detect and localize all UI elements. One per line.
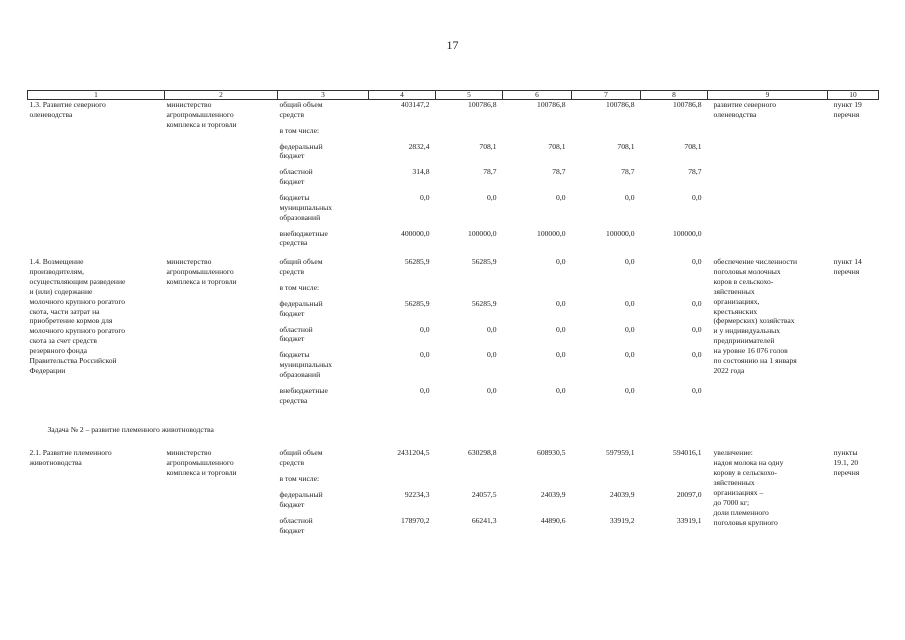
amount-value	[503, 474, 572, 490]
funding-source	[278, 386, 369, 412]
text-line: федеральный	[279, 490, 323, 500]
amount-value	[436, 126, 503, 142]
text-line: осуществляющим разведение	[29, 277, 126, 287]
text-line: областной	[279, 515, 313, 525]
amount-value: 2832,4	[408, 141, 430, 151]
funding-source	[278, 474, 369, 490]
text-line: коров в сельскохо-	[713, 277, 774, 287]
amount-value: 0,0	[420, 193, 430, 203]
text-line: зяйственных	[713, 286, 755, 296]
text-line: комплекса и торговли	[166, 468, 237, 478]
funding-source	[278, 167, 369, 193]
amount-value: 0,0	[625, 350, 635, 360]
table-body	[28, 100, 879, 545]
text-line: министерство	[166, 448, 212, 458]
page-number: 17	[446, 38, 459, 52]
amount-value: 708,1	[548, 141, 566, 151]
text-line: Федерации	[29, 365, 66, 375]
amount-value: 56285,9	[471, 298, 497, 308]
measure-name	[28, 448, 165, 541]
expected-result	[708, 100, 828, 255]
text-line: увеличение:	[713, 448, 753, 458]
column-number-10: 10	[828, 91, 879, 100]
text-line: молочного крупного рогатого	[29, 296, 126, 306]
text-line: поголовья крупного	[713, 517, 778, 527]
spacer-cell	[28, 542, 879, 545]
funding-row	[28, 100, 879, 126]
text-line: перечня	[833, 468, 860, 478]
text-line: внебюджетные	[279, 385, 328, 395]
amount-value: 0,0	[625, 298, 635, 308]
amount-value: 608930,5	[537, 448, 566, 458]
amount-value: 100786,8	[673, 100, 702, 109]
expected-result	[708, 257, 828, 411]
amount-value: 100786,8	[606, 100, 635, 109]
text-line: бюджеты	[279, 193, 310, 203]
amount-value: 0,0	[625, 257, 635, 267]
funding-row	[28, 257, 879, 283]
amount-value: 0,0	[420, 350, 430, 360]
text-line: в том числе:	[279, 474, 320, 484]
amount-value: 0,0	[420, 324, 430, 334]
amount-value: 78,7	[552, 167, 566, 177]
text-line: бюджет	[279, 151, 305, 161]
amount-value: 100000,0	[468, 228, 497, 238]
text-line: скота за счет средств	[29, 336, 98, 346]
text-line: внебюджетные	[279, 228, 328, 238]
amount-value: 20097,0	[676, 490, 702, 500]
amount-value: 708,1	[684, 141, 702, 151]
amount-value: 100000,0	[606, 228, 635, 238]
measure-name	[28, 100, 165, 255]
text-line: министерство	[166, 100, 212, 109]
text-line: производителям,	[29, 267, 84, 277]
amount-value	[369, 283, 436, 299]
indicator-reference	[828, 100, 879, 255]
program-table	[27, 90, 879, 545]
text-line: в том числе:	[279, 283, 320, 293]
text-line: муниципальных	[279, 360, 333, 370]
amount-value: 403147,2	[401, 100, 430, 109]
text-line: 1.3. Развитие северного	[29, 100, 106, 109]
text-line: 1.4. Возмещение	[29, 257, 84, 267]
funding-source	[278, 126, 369, 142]
text-line: пункт 14	[833, 257, 862, 267]
text-line: 2.1. Развитие племенного	[29, 448, 112, 458]
measure-name	[28, 257, 165, 411]
text-line: комплекса и торговли	[166, 119, 237, 129]
amount-value: 100786,8	[537, 100, 566, 109]
amount-value: 630298,8	[468, 448, 497, 458]
text-line: средства	[279, 395, 308, 405]
funding-source	[278, 100, 369, 126]
text-line: бюджет	[279, 308, 305, 318]
measure-executor	[165, 257, 278, 411]
text-line: скота, части затрат на	[29, 306, 100, 316]
text-line: доли племенного	[713, 507, 769, 517]
amount-value: 0,0	[556, 350, 566, 360]
column-number-7: 7	[572, 91, 641, 100]
amount-value	[503, 126, 572, 142]
funding-source	[278, 193, 369, 229]
funding-source	[278, 516, 369, 542]
amount-value: 0,0	[556, 193, 566, 203]
amount-value: 56285,9	[471, 257, 497, 267]
funding-source	[278, 490, 369, 516]
text-line: оленеводства	[29, 109, 73, 119]
text-line: образований	[279, 370, 321, 380]
amount-value	[436, 474, 503, 490]
text-line: организациях,	[713, 296, 760, 306]
amount-value: 400000,0	[401, 228, 430, 238]
amount-value: 0,0	[556, 385, 566, 395]
amount-value: 594016,1	[673, 448, 702, 458]
amount-value: 24039,9	[540, 490, 566, 500]
amount-value: 708,1	[617, 141, 635, 151]
amount-value: 597959,1	[606, 448, 635, 458]
text-line: муниципальных	[279, 202, 333, 212]
text-line: пункты	[833, 448, 858, 458]
amount-value	[369, 474, 436, 490]
funding-source	[278, 229, 369, 255]
task-heading-row	[28, 415, 879, 449]
amount-value: 33919,2	[609, 515, 635, 525]
text-line: министерство	[166, 257, 212, 267]
funding-row	[28, 448, 879, 474]
text-line: перечня	[833, 267, 860, 277]
text-line: обеспечение численности	[713, 257, 798, 267]
text-line: областной	[279, 324, 313, 334]
spacer-row	[28, 542, 879, 545]
text-line: бюджет	[279, 499, 305, 509]
text-line: федеральный	[279, 298, 323, 308]
amount-value	[572, 126, 641, 142]
amount-value	[641, 283, 708, 299]
column-number-header	[28, 91, 879, 100]
amount-value: 0,0	[625, 385, 635, 395]
text-line: оленеводства	[713, 109, 757, 119]
amount-value: 0,0	[692, 257, 702, 267]
text-line: комплекса и торговли	[166, 277, 237, 287]
text-line: предпринимателей	[713, 336, 775, 346]
text-line: и (или) содержание	[29, 286, 93, 296]
text-line: молочного крупного рогатого	[29, 326, 126, 336]
amount-value: 0,0	[487, 324, 497, 334]
text-line: на уровне 16 076 голов	[713, 346, 788, 356]
text-line: бюджет	[279, 525, 305, 535]
text-line: по состоянию на 1 января	[713, 355, 797, 365]
text-line: общий объем	[279, 448, 323, 458]
text-line: 2022 года	[713, 365, 745, 375]
column-number-5: 5	[436, 91, 503, 100]
amount-value: 24039,9	[609, 490, 635, 500]
text-line: Правительства Российской	[29, 355, 117, 365]
amount-value: 44890,6	[540, 515, 566, 525]
amount-value: 100786,8	[468, 100, 497, 109]
text-line: средств	[279, 267, 305, 277]
amount-value: 66241,3	[471, 515, 497, 525]
text-line: 19.1, 20	[833, 458, 859, 468]
amount-value: 78,7	[621, 167, 635, 177]
text-line: бюджет	[279, 334, 305, 344]
text-line: средства	[279, 238, 308, 248]
column-number-6: 6	[503, 91, 572, 100]
text-line: в том числе:	[279, 125, 320, 135]
amount-value: 33919,1	[676, 515, 702, 525]
amount-value: 24057,5	[471, 490, 497, 500]
text-line: животноводства	[29, 458, 82, 468]
amount-value: 0,0	[556, 298, 566, 308]
column-number-3: 3	[278, 91, 369, 100]
funding-source	[278, 325, 369, 351]
text-line: средств	[279, 458, 305, 468]
amount-value: 0,0	[420, 385, 430, 395]
column-number-8: 8	[641, 91, 708, 100]
indicator-reference	[828, 257, 879, 411]
text-line: поголовья молочных	[713, 267, 781, 277]
amount-value: 56285,9	[404, 298, 430, 308]
expected-result	[708, 448, 828, 541]
amount-value: 0,0	[692, 324, 702, 334]
text-line: общий объем	[279, 257, 323, 267]
amount-value: 100000,0	[673, 228, 702, 238]
amount-value: 2431204,5	[397, 448, 430, 458]
funding-source	[278, 283, 369, 299]
text-line: перечня	[833, 109, 860, 119]
amount-value: 78,7	[688, 167, 702, 177]
text-line: бюджет	[279, 177, 305, 187]
text-line: бюджеты	[279, 350, 310, 360]
column-number-4: 4	[369, 91, 436, 100]
amount-value: 0,0	[625, 193, 635, 203]
amount-value	[436, 283, 503, 299]
text-line: приобретение кормов для	[29, 316, 113, 326]
amount-value: 0,0	[692, 193, 702, 203]
column-number-1: 1	[28, 91, 165, 100]
amount-value	[572, 474, 641, 490]
program-table-wrapper	[27, 90, 878, 545]
amount-value: 92234,3	[404, 490, 430, 500]
amount-value: 0,0	[556, 257, 566, 267]
amount-value: 0,0	[487, 385, 497, 395]
text-line: корову в сельскохо-	[713, 468, 777, 478]
text-line: средств	[279, 109, 305, 119]
text-line: федеральный	[279, 141, 323, 151]
amount-value: 0,0	[692, 385, 702, 395]
text-line: образований	[279, 212, 321, 222]
amount-value: 708,1	[479, 141, 497, 151]
text-line: агропромышленного	[166, 267, 234, 277]
amount-value: 0,0	[692, 350, 702, 360]
text-line: агропромышленного	[166, 458, 234, 468]
amount-value: 0,0	[487, 350, 497, 360]
text-line: надоя молока на одну	[713, 458, 784, 468]
indicator-reference	[828, 448, 879, 541]
text-line: организациях –	[713, 487, 764, 497]
amount-value	[641, 474, 708, 490]
amount-value: 0,0	[625, 324, 635, 334]
text-line: областной	[279, 167, 313, 177]
text-line: (фермерских) хозяйствах	[713, 316, 795, 326]
text-line: зяйственных	[713, 478, 755, 488]
amount-value: 0,0	[487, 193, 497, 203]
text-line: пункт 19	[833, 100, 862, 109]
column-number-9: 9	[708, 91, 828, 100]
amount-value: 100000,0	[537, 228, 566, 238]
text-line: до 7000 кг;	[713, 497, 750, 507]
funding-source	[278, 257, 369, 283]
amount-value: 78,7	[483, 167, 497, 177]
amount-value	[572, 283, 641, 299]
text-line: агропромышленного	[166, 109, 234, 119]
text-line: развитие северного	[713, 100, 777, 109]
funding-source	[278, 350, 369, 386]
funding-source	[278, 448, 369, 474]
measure-executor	[165, 448, 278, 541]
task-heading: Задача № 2 – развитие племенного животноводства	[47, 424, 214, 434]
amount-value: 0,0	[692, 298, 702, 308]
text-line: резервного фонда	[29, 346, 88, 356]
text-line: и у индивидуальных	[713, 326, 781, 336]
amount-value: 178970,2	[401, 515, 430, 525]
measure-executor	[165, 100, 278, 255]
amount-value: 56285,9	[404, 257, 430, 267]
amount-value	[503, 283, 572, 299]
text-line: общий объем	[279, 100, 323, 109]
funding-source	[278, 142, 369, 168]
column-number-2: 2	[165, 91, 278, 100]
amount-value: 314,8	[412, 167, 430, 177]
amount-value: 0,0	[556, 324, 566, 334]
amount-value	[641, 126, 708, 142]
funding-source	[278, 299, 369, 325]
text-line: крестьянских	[713, 306, 758, 316]
amount-value	[369, 126, 436, 142]
